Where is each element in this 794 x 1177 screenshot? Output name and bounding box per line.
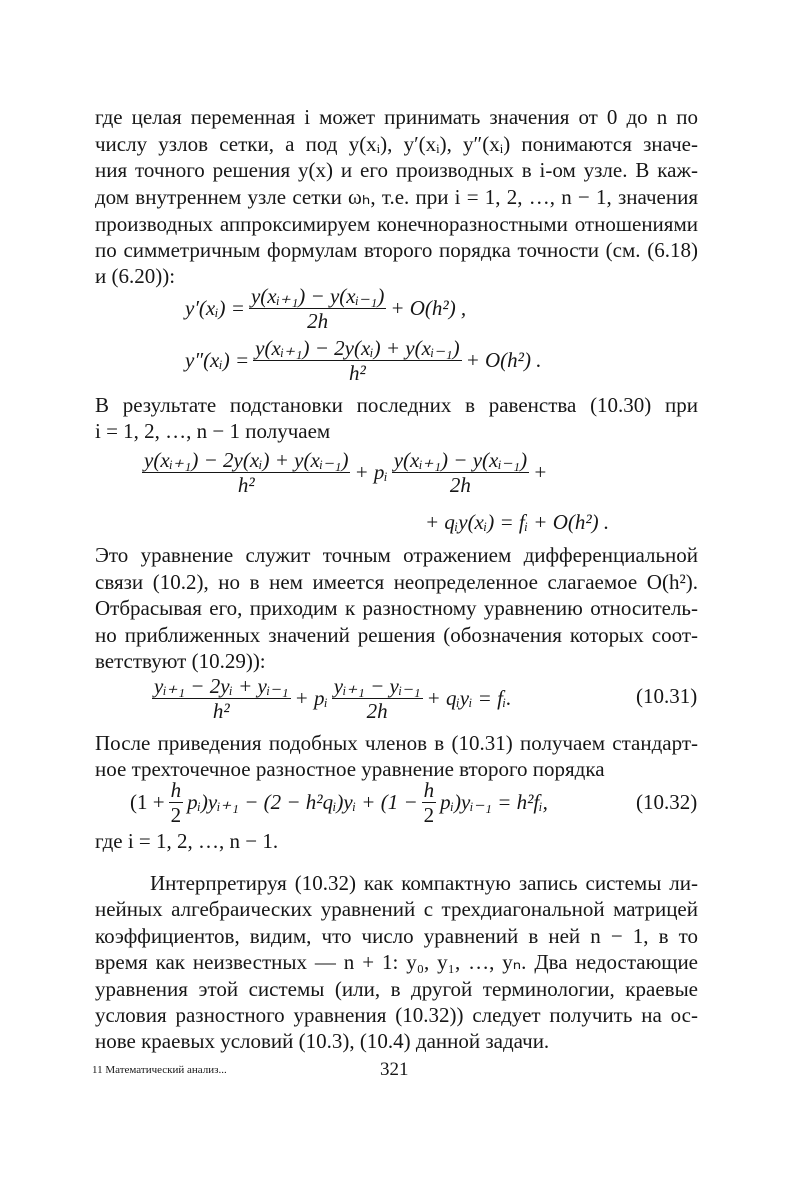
text-line: числу узлов сетки, а под y(xᵢ), y′(xᵢ), y″(xᵢ) понимаются значе- (95, 132, 698, 156)
text-line: коэффициентов, видим, что число уравнений в ней n − 1, в то (95, 924, 698, 948)
formula-tail: + O(h²) , (390, 296, 467, 320)
numerator: yᵢ₊₁ − yᵢ₋₁ (333, 674, 421, 698)
formula-term: + pᵢ (354, 460, 388, 484)
text-line: уравнения этой системы (или, в другой терминологии, краевые (95, 977, 698, 1001)
text-line: время как неизвестных — n + 1: y₀, y₁, …, yₙ. Два недостающие (95, 950, 698, 974)
numerator: y(xᵢ₊₁) − y(xᵢ₋₁) (393, 448, 528, 472)
text-line: дом внутреннем узле сетки ωₕ, т.е. при i = 1, 2, …, n − 1, значения (95, 185, 698, 209)
denominator: 2h (307, 309, 329, 333)
denominator: h² (237, 473, 255, 497)
signature-mark: 11 Математический анализ... (92, 1064, 227, 1076)
text-line: В результате подстановки последних в равенства (10.30) при (95, 393, 698, 417)
fraction (422, 778, 437, 827)
formula-three-point-equation (130, 778, 548, 827)
formula-second-derivative (185, 336, 541, 385)
denominator: 2 (170, 803, 182, 827)
text-line: i = 1, 2, …, n − 1 получаем (95, 419, 331, 443)
text-line: производных аппроксимируем конечноразностными отношениями (95, 212, 698, 236)
equation-number: (10.31) (636, 684, 698, 708)
numerator: y(xᵢ₊₁) − y(xᵢ₋₁) (250, 284, 385, 308)
formula-tail: + O(h²) . (465, 348, 542, 372)
fraction (152, 674, 291, 723)
formula-term: + pᵢ (294, 686, 328, 710)
fraction (332, 674, 423, 723)
text-line: Интерпретируя (10.32) как компактную запись системы ли- (150, 871, 698, 895)
text-line: Отбрасывая его, приходим к разностному уравнению относитель- (95, 596, 698, 620)
numerator: yᵢ₊₁ − 2yᵢ + yᵢ₋₁ (154, 674, 289, 698)
page-number: 321 (380, 1059, 409, 1080)
text-line: и (6.20)): (95, 264, 176, 288)
text-line: по симметричным формулам второго порядка точности (см. (6.18) (95, 238, 698, 262)
formula-lhs: y″(xᵢ) = (185, 348, 250, 372)
text-line: связи (10.2), но в нем имеется неопределенное слагаемое O(h²). (95, 570, 698, 594)
denominator: h² (212, 699, 230, 723)
text-line: Это уравнение служит точным отражением дифференциальной (95, 543, 698, 567)
denominator: 2 (423, 803, 435, 827)
text-line: нове краевых условий (10.3), (10.4) данной задачи. (95, 1029, 550, 1053)
fraction (169, 778, 184, 827)
denominator: 2h (449, 473, 471, 497)
text-line: но приближенных значений решения (обозначения которых соот- (95, 623, 698, 647)
formula-lhs: y′(xᵢ) = (185, 296, 245, 320)
fraction (249, 284, 386, 333)
text-line: где целая переменная i может принимать значения от 0 до n по (95, 105, 698, 129)
formula-substitution (138, 448, 547, 497)
formula-difference-equation (148, 674, 512, 723)
where-line: где i = 1, 2, …, n − 1. (95, 829, 279, 853)
numerator: y(xᵢ₊₁) − 2y(xᵢ) + y(xᵢ₋₁) (255, 336, 460, 360)
formula-term: (1 + (130, 790, 165, 814)
fraction (392, 448, 529, 497)
text-line: нейных алгебраических уравнений с трехдиагональной матрицей (95, 897, 698, 921)
equation-number: (10.32) (636, 790, 698, 814)
text-line: условия разностного уравнения (10.32)) следует получить на ос- (95, 1003, 698, 1027)
denominator: 2h (366, 699, 388, 723)
formula-term: + (533, 460, 548, 484)
fraction (253, 336, 461, 385)
numerator: y(xᵢ₊₁) − 2y(xᵢ) + y(xᵢ₋₁) (144, 448, 349, 472)
numerator: h (170, 778, 182, 802)
formula-first-derivative (185, 284, 466, 333)
fraction (142, 448, 350, 497)
text-line: ное трехточечное разностное уравнение второго порядка (95, 757, 605, 781)
formula-term: pᵢ)yᵢ₋₁ = h²fᵢ, (440, 790, 548, 814)
numerator: h (423, 778, 435, 802)
denominator: h² (348, 361, 366, 385)
formula-substitution-line2: + qᵢy(xᵢ) = fᵢ + O(h²) . (425, 510, 610, 534)
formula-term: pᵢ)yᵢ₊₁ − (2 − h²qᵢ)yᵢ + (1 − (187, 790, 418, 814)
text-line: ветствуют (10.29)): (95, 649, 266, 673)
formula-term: + qᵢyᵢ = fᵢ. (426, 686, 512, 710)
text-line: ния точного решения y(x) и его производных в i-ом узле. В каж- (95, 158, 698, 182)
text-line: После приведения подобных членов в (10.31) получаем стандарт- (95, 731, 698, 755)
